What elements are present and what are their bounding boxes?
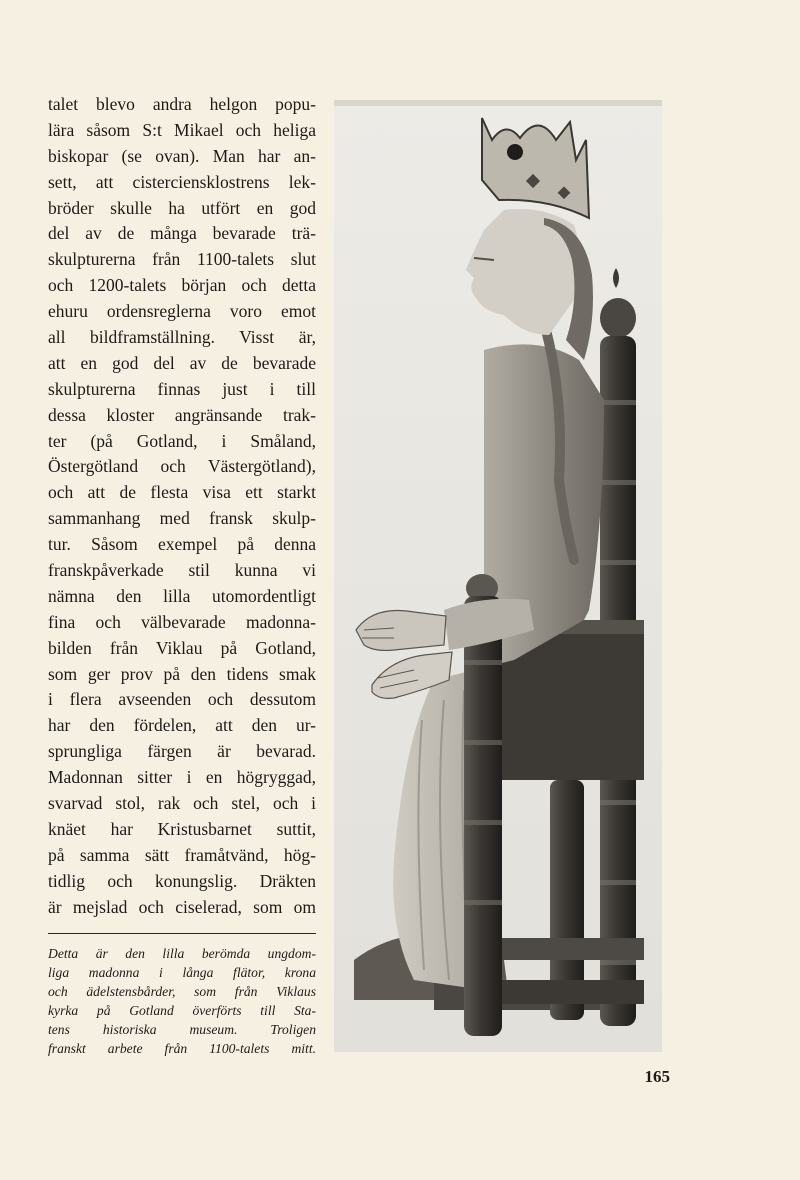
- body-text-line: franskpåverkade stil kunna vi: [48, 560, 316, 581]
- body-text-line: sett, att cisterciensklostrens lek-: [48, 171, 316, 192]
- body-text-line: sprungliga färgen är bevarad.: [48, 741, 316, 762]
- body-text-line: all bildframställning. Visst är,: [48, 327, 316, 348]
- caption-line: och ädelstensbårder, som från Viklaus: [48, 984, 316, 999]
- caption-rule: [48, 933, 316, 934]
- body-text-line: bilden från Viklau på Gotland,: [48, 637, 316, 658]
- body-text-line: på samma sätt framåtvänd, hög-: [48, 844, 316, 865]
- body-text-line: talet blevo andra helgon popu-: [48, 94, 316, 114]
- body-text-line: skulpturerna från 1100-talets slut: [48, 249, 316, 270]
- body-text-line: dessa kloster angränsande trak-: [48, 404, 316, 425]
- body-text-line: knäet har Kristusbarnet suttit,: [48, 818, 316, 839]
- madonna-figure-illustration: [334, 100, 662, 1052]
- body-text-line: Madonnan sitter i en högryggad,: [48, 767, 316, 788]
- body-text-line: ter (på Gotland, i Småland,: [48, 430, 316, 451]
- body-text-line: och att de flesta visa ett starkt: [48, 482, 316, 503]
- caption-line: liga madonna i långa flätor, krona: [48, 965, 316, 980]
- body-text-line: har den fördelen, att den ur-: [48, 715, 316, 736]
- body-text-line: i flera avseenden och dessutom: [48, 689, 316, 710]
- body-text-line: lära såsom S:t Mikael och heliga: [48, 119, 316, 140]
- body-text-line: fina och välbevarade madonna-: [48, 611, 316, 632]
- madonna-photograph: [334, 100, 662, 1052]
- body-text-line: biskopar (se ovan). Man har an-: [48, 145, 316, 166]
- body-text-line: skulpturerna finnas just i till: [48, 378, 316, 399]
- body-text-line: svarvad stol, rak och stel, och i: [48, 793, 316, 814]
- body-text-line: del av de många bevarade trä-: [48, 223, 316, 244]
- body-text-line: tidlig och konungslig. Dräkten: [48, 870, 316, 891]
- body-text-line: tur. Såsom exempel på denna: [48, 534, 316, 555]
- caption-line: tens historiska museum. Troligen: [48, 1022, 316, 1037]
- caption-line: franskt arbete från 1100-talets mitt.: [48, 1041, 316, 1056]
- body-text-line: som ger prov på den tidens smak: [48, 663, 316, 684]
- body-text-line: är mejslad och ciselerad, som om: [48, 896, 316, 917]
- body-text: [48, 92, 316, 921]
- body-text-line: ehuru ordensreglerna voro emot: [48, 301, 316, 322]
- body-text-line: och 1200-talets början och detta: [48, 275, 316, 296]
- body-text-line: sammanhang med fransk skulp-: [48, 508, 316, 529]
- body-text-line: Östergötland och Västergötland),: [48, 456, 316, 477]
- body-text-line: bröder skulle ha utfört en god: [48, 197, 316, 218]
- body-text-line: att en god del av de bevarade: [48, 352, 316, 373]
- page-number: 165: [644, 1067, 670, 1086]
- body-text-line: nämna den lilla utomordentligt: [48, 585, 316, 606]
- caption-line: Detta är den lilla berömda ungdom-: [48, 946, 316, 961]
- figure-caption: [48, 944, 316, 1058]
- caption-line: kyrka på Gotland överförts till Sta-: [48, 1003, 316, 1018]
